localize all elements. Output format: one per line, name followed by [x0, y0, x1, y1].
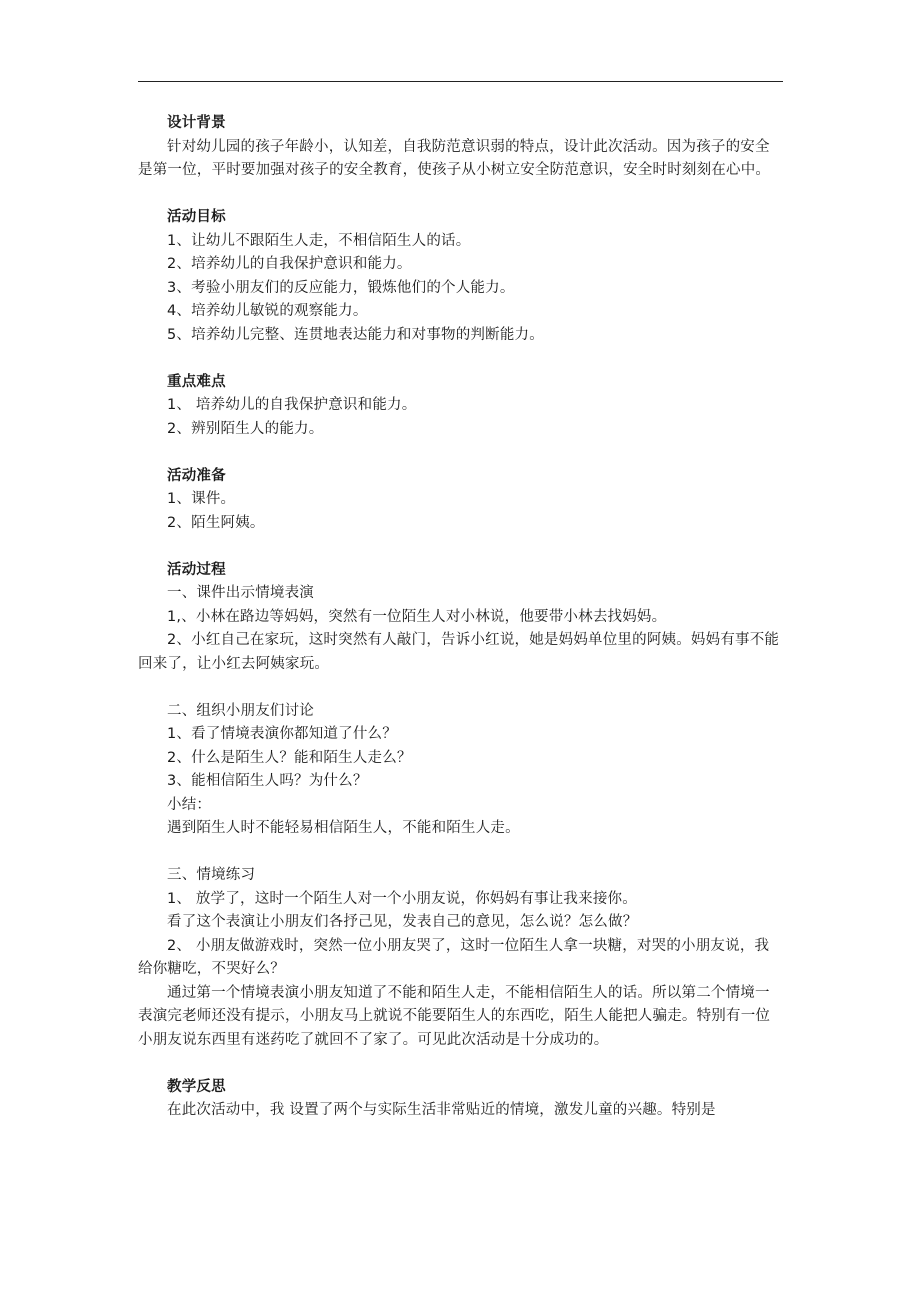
subsection-title: 三、情境练习	[167, 867, 256, 883]
list-item: 2、小红自己在家玩，这时突然有人敲门，告诉小红说，她是妈妈单位里的阿姨。妈妈有事不能回来了，让小红去阿姨家玩。	[138, 632, 780, 672]
paragraph: 针对幼儿园的孩子年龄小，认知差，自我防范意识弱的特点，设计此次活动。因为孩子的安全是第一位，平时要加强对孩子的安全教育，使孩子从小树立安全防范意识，安全时时刻刻在心中。	[138, 138, 771, 178]
list-item: 2、 小朋友做游戏时，突然一位小朋友哭了，这时一位陌生人拿一块糖，对哭的小朋友说，我给你糖吃，不哭好么？	[138, 937, 770, 977]
process-part-3	[138, 864, 783, 1052]
section-background	[138, 112, 783, 183]
list-item: 2、什么是陌生人？能和陌生人走么？	[167, 749, 412, 766]
process-part-1	[138, 582, 783, 676]
section-goals	[138, 206, 783, 347]
section-heading: 活动过程	[167, 561, 226, 578]
list-item: 1、课件。	[167, 491, 236, 507]
summary-text: 遇到陌生人时不能轻易相信陌生人，不能和陌生人走。	[167, 820, 520, 836]
list-item: 3、能相信陌生人吗？为什么？	[167, 773, 368, 789]
paragraph: 看了这个表演让小朋友们各抒己见，发表自己的意见，怎么说？怎么做？	[167, 914, 638, 930]
list-item: 1、让幼儿不跟陌生人走，不相信陌生人的话。	[167, 232, 471, 249]
section-focus	[138, 371, 783, 442]
process-part-2	[138, 700, 783, 841]
section-heading: 重点难点	[167, 373, 226, 390]
section-process	[138, 559, 783, 1053]
list-item: 1、 培养幼儿的自我保护意识和能力。	[167, 397, 417, 413]
section-heading: 设计背景	[167, 115, 226, 131]
section-reflection	[138, 1076, 783, 1123]
list-item: 3、考验小朋友们的反应能力，锻炼他们的个人能力。	[167, 279, 515, 296]
list-item: 2、陌生阿姨。	[167, 514, 265, 531]
list-item: 1、 放学了，这时一个陌生人对一个小朋友说，你妈妈有事让我来接你。	[167, 890, 637, 907]
list-item: 1,、小林在路边等妈妈，突然有一位陌生人对小林说，他要带小林去找妈妈。	[167, 608, 667, 625]
summary-label: 小结：	[167, 796, 212, 813]
section-heading: 活动准备	[167, 467, 226, 484]
section-heading: 活动目标	[167, 209, 226, 225]
list-item: 2、辨别陌生人的能力。	[167, 420, 324, 437]
list-item: 1、看了情境表演你都知道了什么？	[167, 726, 397, 742]
section-prep	[138, 465, 783, 536]
paragraph: 在此次活动中，我 设置了两个与实际生活非常贴近的情境，激发儿童的兴趣。特别是	[167, 1102, 716, 1118]
subsection-title: 一、课件出示情境表演	[167, 585, 314, 601]
list-item: 2、培养幼儿的自我保护意识和能力。	[167, 256, 412, 272]
header-rule	[138, 81, 783, 82]
list-item: 5、培养幼儿完整、连贯地表达能力和对事物的判断能力。	[167, 326, 544, 343]
document-body	[138, 112, 783, 1123]
paragraph: 通过第一个情境表演小朋友知道了不能和陌生人走，不能相信陌生人的话。所以第二个情境一表演完老师还没有提示，小朋友马上就说不能要陌生人的东西吃，陌生人能把人骗走。特别有一位小朋友说东西里有迷药吃了就回不了家了。可见此次活动是十分成功的。	[138, 984, 771, 1048]
list-item: 4、培养幼儿敏锐的观察能力。	[167, 303, 368, 319]
subsection-title: 二、组织小朋友们讨论	[167, 702, 314, 719]
section-heading: 教学反思	[167, 1078, 226, 1095]
